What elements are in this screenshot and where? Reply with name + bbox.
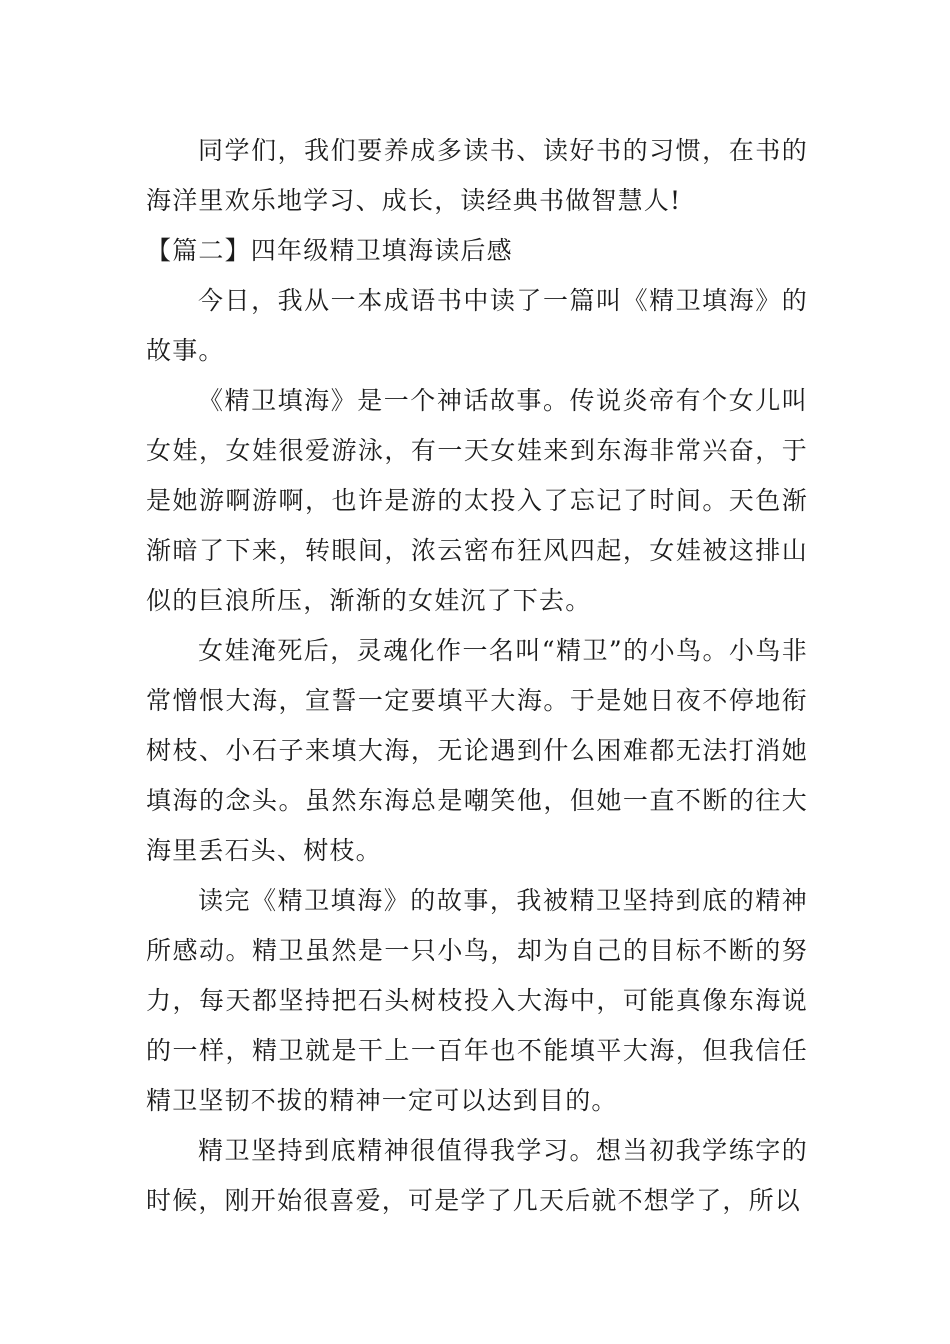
section-heading: 【篇二】四年级精卫填海读后感 bbox=[146, 236, 513, 265]
paragraph-lesson: 精卫坚持到底精神很值得我学习。想当初我学练字的时候，刚开始很喜爱，可是学了几天后就不想学了，所以 bbox=[146, 1136, 808, 1215]
paragraph-jingwei: 女娃淹死后，灵魂化作一名叫“精卫”的小鸟。小鸟非常憎恨大海，宣誓一定要填平大海。于是她日夜不停地衔树枝、小石子来填大海，无论遇到什么困难都无法打消她填海的念头。虽然东海总是嘲笑他，但她一直不断的往大海里丢石头、树枝。 bbox=[146, 636, 808, 865]
paragraph-closing-remark: 同学们，我们要养成多读书、读好书的习惯，在书的海洋里欢乐地学习、成长，读经典书做智慧人! bbox=[146, 136, 808, 215]
paragraph-intro: 今日，我从一本成语书中读了一篇叫《精卫填海》的故事。 bbox=[146, 286, 808, 365]
document-body bbox=[146, 126, 808, 1226]
paragraph-reflection: 读完《精卫填海》的故事，我被精卫坚持到底的精神所感动。精卫虽然是一只小鸟，却为自己的目标不断的努力，每天都坚持把石头树枝投入大海中，可能真像东海说的一样，精卫就是干上一百年也不能填平大海，但我信任精卫坚韧不拔的精神一定可以达到目的。 bbox=[146, 886, 808, 1115]
paragraph-story: 《精卫填海》是一个神话故事。传说炎帝有个女儿叫女娃，女娃很爱游泳，有一天女娃来到东海非常兴奋，于是她游啊游啊，也许是游的太投入了忘记了时间。天色渐渐暗了下来，转眼间，浓云密布狂风四起，女娃被这排山似的巨浪所压，渐渐的女娃沉了下去。 bbox=[146, 386, 808, 615]
